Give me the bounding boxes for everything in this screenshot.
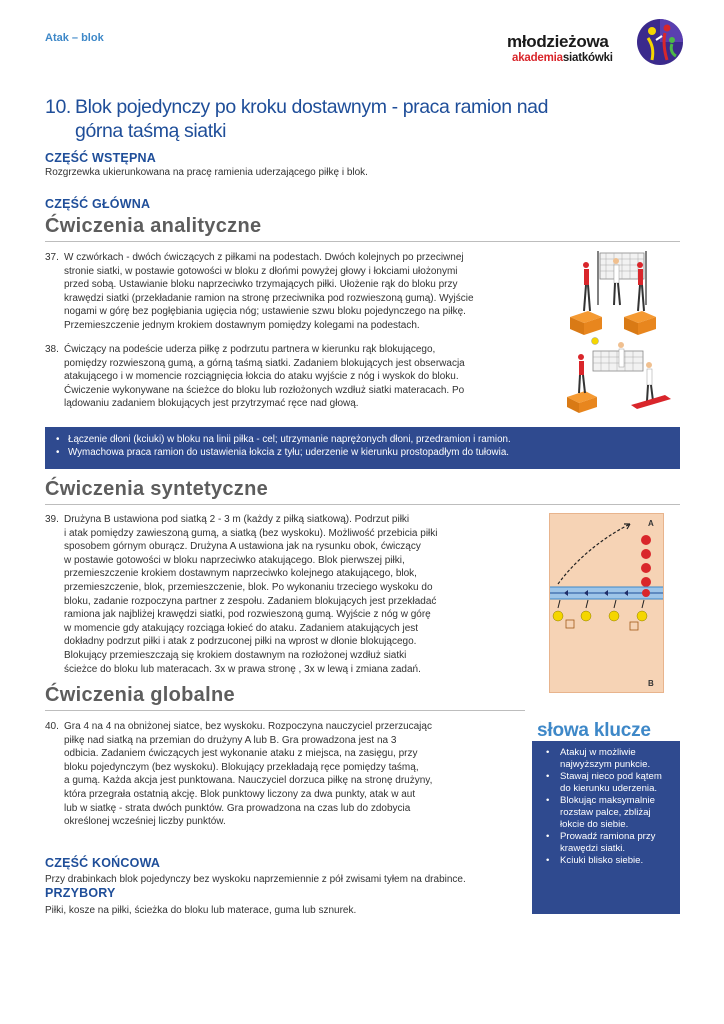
closing-text: Przy drabinkach blok pojedynczy bez wyskoku naprzemiennie z pół zwisami tyłem na drabince. (45, 874, 466, 885)
exercise-line: przemieszczenie krokiem dostawnym naprzeciwko kolejnego atakującego, blok, (64, 568, 417, 580)
exercise-number: 40. (45, 721, 59, 732)
analytic-heading: Ćwiczenia analityczne (45, 215, 262, 237)
exercise-line: odbicia. Zadaniem ćwiczących jest wykonanie ataku z miejsca, na zasięgu, przy (64, 748, 418, 760)
exercise-line: Przemieszczenie jednym krokiem dostawnym pomiędzy kolegami na podestach. (64, 319, 420, 331)
logo-text-line1: młodzieżowa (507, 32, 609, 51)
exercise-line: sposobem górnym oburącz. Drużyna A ustawiona jak na rysunku obok, ćwiczący (64, 541, 421, 553)
exercise-line: i atak pomiędzy zawieszoną gumą, a siatką (bez wyskoku). Możliwość przebicia piłki (64, 527, 438, 539)
exercise-line: przed sobą. Ustawianie bloku naprzeciwko trzymających piłki. Ułożenie rąk do bloku przy (64, 279, 458, 291)
equipment-heading: PRZYBORY (45, 886, 116, 900)
logo-word-red: akademia (512, 52, 563, 64)
keyword-item: • Blokując maksymalnie rozstaw palce, zbliżaj łokcie do siebie. (546, 795, 672, 831)
exercise-number: 39. (45, 514, 59, 525)
exercise-37 (45, 251, 520, 333)
section-divider (45, 710, 525, 711)
keywords-title: słowa klucze (537, 720, 651, 741)
intro-heading: CZĘŚĆ WSTĘPNA (45, 151, 156, 165)
exercise-line: Ćwiczenie wykonywane na ścieżce do bloku lub rozłożonych wzdłuż siatki materacach. Po (64, 384, 465, 396)
keyword-item: • Prowadź ramiona przy krawędzi siatki. (546, 831, 672, 855)
page-title (45, 95, 585, 143)
equipment-text: Piłki, kosze na piłki, ścieżka do bloku lub materace, guma lub sznurek. (45, 905, 357, 916)
exercise-line: dokładny podrzut piłki i atak z podrzuconej piłki na wprost w dłonie blokującego. (64, 636, 417, 648)
title-line1: Blok pojedynczy po kroku dostawnym - praca ramion nad (75, 96, 549, 118)
coaching-points-box (45, 427, 680, 469)
attack-block-illustration (565, 335, 673, 415)
exercise-line: Drużyna B ustawiona pod siatką 2 - 3 m (każdy z piłką siatkową). Podrzut piłki (64, 514, 410, 525)
section-divider (45, 504, 680, 505)
team-b-label: B (648, 679, 654, 688)
coaching-points-list (45, 427, 680, 459)
exercise-line: nogami w górę bez pogłębiania ugięcia nóg; ustawienie szwu bloku pojedynczego na piłkę. (64, 306, 466, 318)
exercise-line: Blokujący przemieszczają się krokiem dostawnym na rozłożonej wzdłuż siatki (64, 649, 407, 661)
court-drawing (550, 514, 663, 692)
exercise-40 (45, 720, 520, 829)
academy-logo (507, 18, 683, 70)
synthetic-heading: Ćwiczenia syntetyczne (45, 478, 269, 500)
exercise-line: która przegrała ostatnią akcję. Blok punktowy liczony za dwa punkty, atak w aut (64, 788, 416, 800)
title-number: 10. (45, 96, 71, 118)
keyword-item: • Stawaj nieco pod kątem do kierunku uderzenia. (546, 771, 672, 795)
logo-text-line2 (512, 52, 613, 64)
title-line2: górna taśmą siatki (75, 120, 227, 142)
exercise-line: W czwórkach - dwóch ćwiczących z piłkami na podestach. Dwóch kolejnych po przeciwnej (64, 252, 464, 263)
global-heading: Ćwiczenia globalne (45, 684, 235, 706)
exercise-line: Ćwiczący na podeście uderza piłkę z podrzutu partnera w kierunku rąk blokującego, (64, 344, 436, 355)
exercise-number: 37. (45, 252, 59, 263)
exercise-line: bloku, zadanie rozpoczyna partner z zespołu. Zadaniem blokujących jest przekładać (64, 595, 437, 607)
exercise-line: ramiona jak najbliżej krawędzi siatki, pod rozwieszoną gumą. Wyjście z nóg w górę (64, 609, 431, 621)
exercise-line: określonej wcześniej liczby punktów. (64, 816, 226, 828)
keyword-item: • Atakuj w możliwie najwyższym punkcie. (546, 747, 672, 771)
coaching-point: • Wymachowa praca ramion do ustawienia łokcia z tyłu; uderzenie w kierunku prostopadłym do tułowia. (54, 446, 680, 459)
blocking-drill-illustration (568, 245, 668, 337)
exercise-line: stronie siatki, w postawie gotowości w bloku z dłońmi powyżej głowy i łokciami ułożonymi (64, 265, 458, 277)
logo-emblem-icon (636, 18, 684, 66)
coaching-point: • Łączenie dłoni (kciuki) w bloku na linii piłka - cel; utrzymanie naprężonych dłoni, przedramion i ramion. (54, 433, 680, 446)
section-tag: Atak – blok (45, 32, 104, 44)
keyword-item: • Kciuki blisko siebie. (546, 855, 672, 867)
court-diagram (549, 513, 664, 693)
exercise-line: lądowaniu zadaniem blokujących jest przytrzymać ręce nad głową. (64, 398, 359, 410)
exercise-line: w postawie gotowości w bloku naprzeciwko atakującego. Blok pierwszej piłki, (64, 554, 405, 566)
exercise-line: atakującego i w momencie rozciągnięcia łokcia do ataku wyjście z nóg i wyskok do bloku. (64, 371, 459, 383)
intro-text: Rozgrzewka ukierunkowana na pracę ramienia uderzającego piłkę i blok. (45, 167, 368, 178)
exercise-line: przemieszczenie, blok, przemieszczenie, blok. Po wykonaniu trzeciego wyskoku do (64, 581, 433, 593)
exercise-line: ścieżce do bloku lub materacach. 3x w prawa stronę , 3x w lewą i zmiana zadań. (64, 663, 421, 675)
section-divider (45, 241, 680, 242)
exercise-line: a gumą. Każda akcja jest punktowana. Nauczyciel dorzuca piłkę na stronę drużyny, (64, 775, 433, 787)
exercise-line: Gra 4 na 4 na obniżonej siatce, bez wyskoku. Rozpoczyna nauczyciel przerzucając (64, 721, 432, 732)
exercise-line: krawędzi siatki (przekładanie ramion na stronę przeciwnika pod rozwieszoną gumą). Wyjście (64, 292, 474, 304)
exercise-line: w momencie gdy atakujący rozciąga łokieć do ataku. Zadaniem atakujących jest (64, 622, 419, 634)
team-a-label: A (648, 519, 654, 528)
main-part-heading: CZĘŚĆ GŁÓWNA (45, 197, 151, 211)
exercise-39 (45, 513, 518, 676)
keywords-box (532, 741, 680, 914)
keywords-list (532, 741, 680, 867)
logo-word-dark: siatkówki (562, 52, 613, 64)
exercise-line: bloku pojedynczym (bez wyskoku). Blokujący przekładają ręce pomiędzy taśmą, (64, 761, 419, 773)
exercise-line: piłkę nad siatką na przemian do drużyny A lub B. Gra prowadzona jest na 3 (64, 734, 397, 746)
exercise-line: lub w siatkę - strata dwóch punktów. Gra prowadzona na czas lub do zdobycia (64, 802, 411, 814)
exercise-38 (45, 343, 520, 411)
closing-heading: CZĘŚĆ KOŃCOWA (45, 856, 161, 870)
exercise-line: pomiędzy rozwieszoną gumą, a górną taśmą siatki. Zadaniem blokujących jest obserwacja (64, 357, 465, 369)
exercise-number: 38. (45, 344, 59, 355)
